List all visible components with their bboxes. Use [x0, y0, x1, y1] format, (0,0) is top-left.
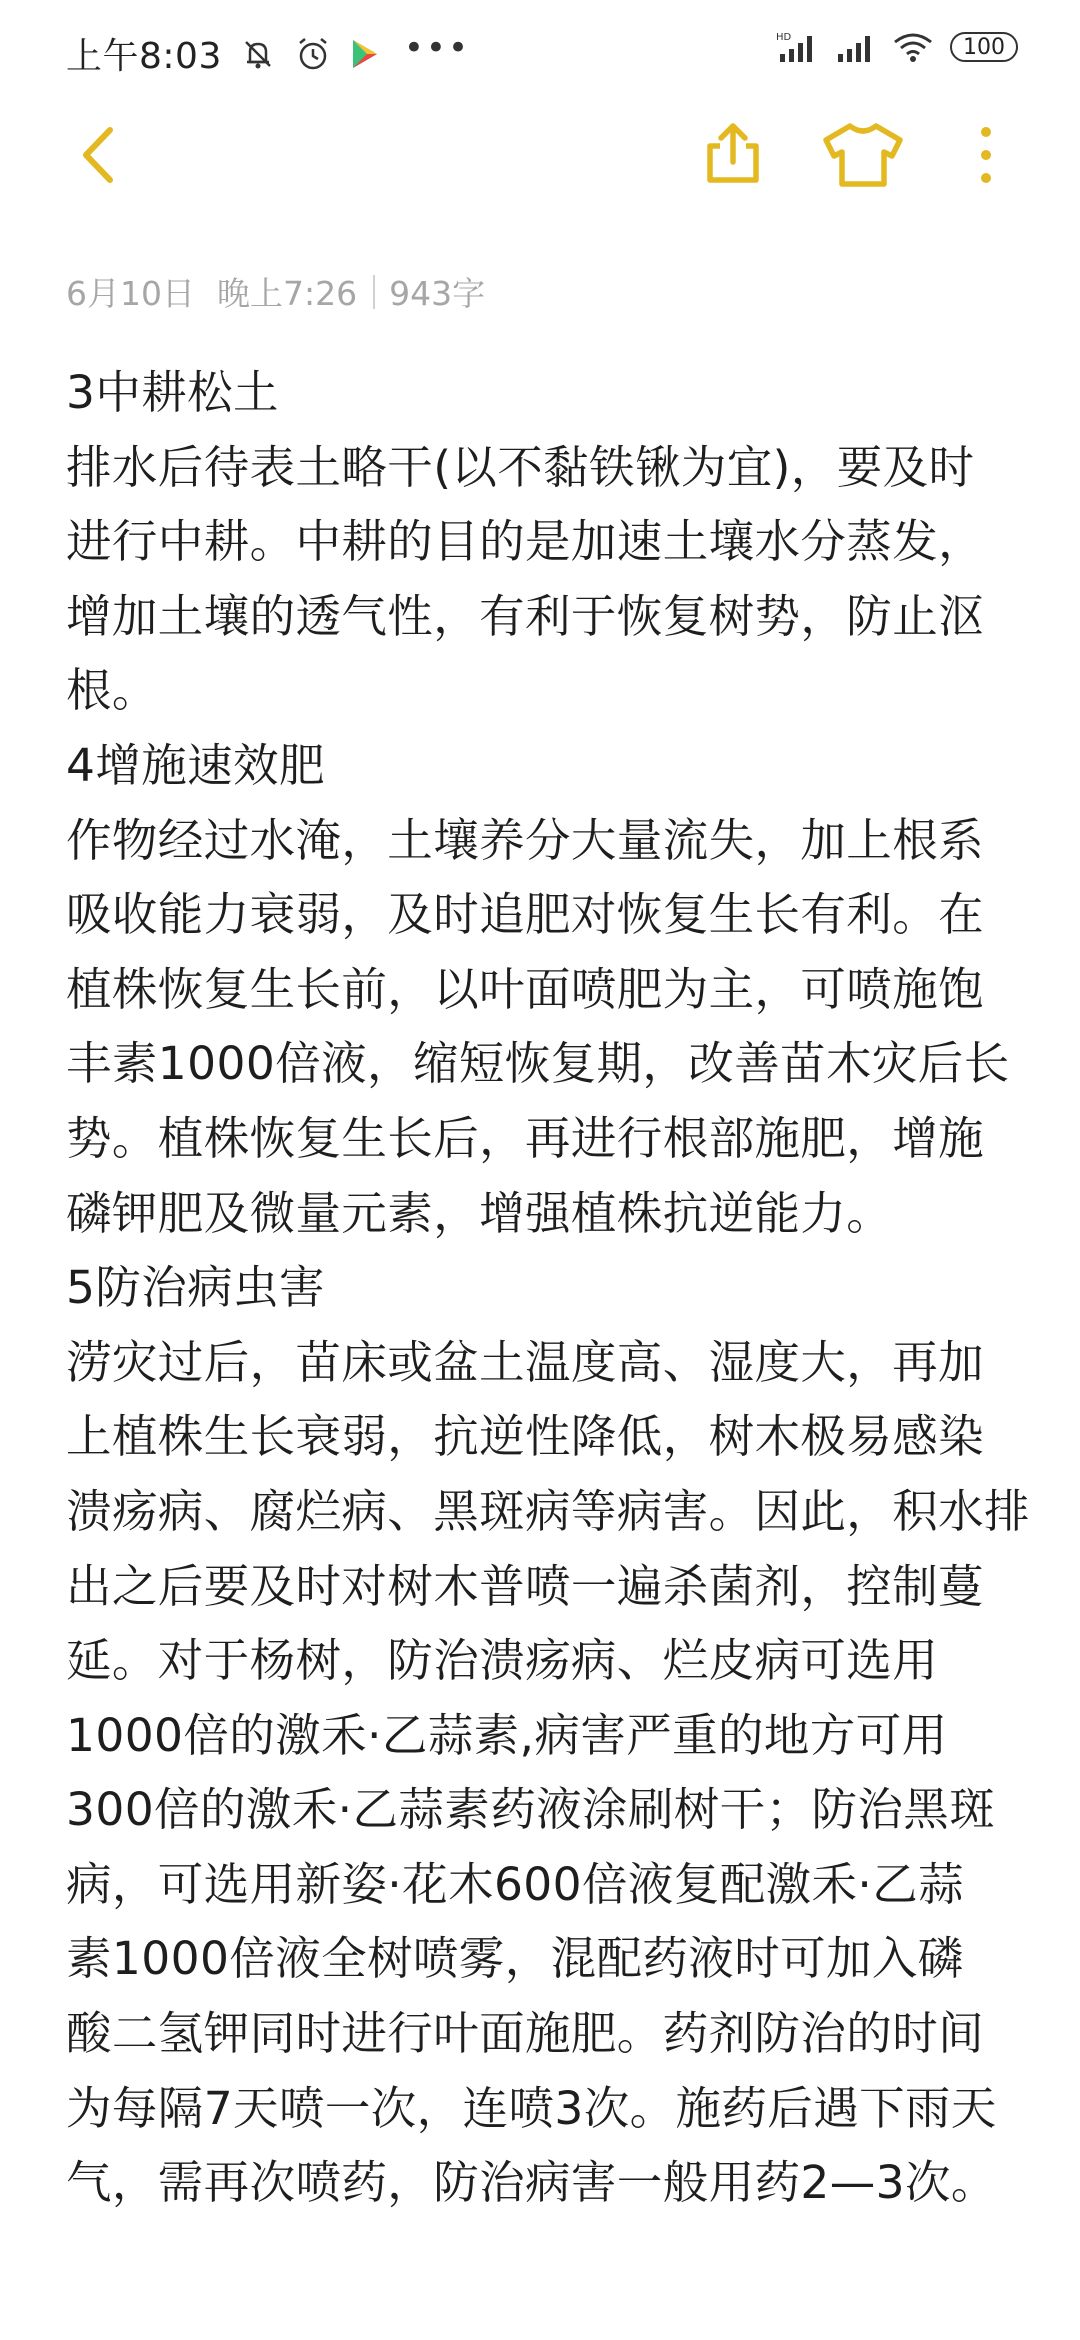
svg-text:HD: HD	[776, 32, 792, 43]
signal-icon	[836, 30, 876, 64]
status-right	[776, 30, 1018, 64]
note-line: 增加土壤的透气性，有利于恢复树势，防止沤	[66, 589, 985, 643]
note-line: 吸收能力衰弱，及时追肥对恢复生长有利。在	[66, 888, 985, 942]
note-line: 为每隔7天喷一次，连喷3次。施药后遇下雨天	[66, 2081, 997, 2135]
battery-indicator: 100	[950, 32, 1018, 62]
note-time: 晚上7:26	[217, 274, 358, 313]
note-date: 6月10日	[66, 274, 195, 313]
note-meta	[66, 268, 485, 315]
more-options-button[interactable]	[966, 120, 1006, 190]
note-line: 出之后要及时对树木普喷一遍杀菌剂，控制蔓	[66, 1559, 985, 1613]
note-line: 排水后待表土略干(以不黏铁锹为宜)，要及时	[66, 440, 975, 494]
status-bar	[0, 0, 1080, 100]
more-notifications-icon: •••	[403, 27, 471, 68]
theme-button[interactable]	[820, 120, 906, 190]
note-line: 涝灾过后，苗床或盆土温度高、湿度大，再加	[66, 1335, 985, 1389]
chevron-left-icon	[70, 122, 130, 188]
note-line: 延。对于杨树，防治溃疡病、烂皮病可选用	[66, 1634, 939, 1688]
note-line: 根。	[66, 664, 158, 718]
status-left	[66, 28, 470, 79]
note-line: 磷钾肥及微量元素，增强植株抗逆能力。	[66, 1186, 893, 1240]
meta-divider	[373, 275, 375, 309]
note-line: 作物经过水淹，土壤养分大量流失，加上根系	[66, 813, 985, 867]
note-line: 气，需再次喷药，防治病害一般用药2—3次。	[66, 2156, 997, 2210]
note-line: 3中耕松土	[66, 366, 279, 419]
note-line: 上植株生长衰弱，抗逆性降低，树木极易感染	[66, 1410, 985, 1464]
note-line: 植株恢复生长前，以叶面喷肥为主，可喷施饱	[66, 962, 985, 1016]
note-char-count: 943字	[389, 274, 486, 313]
share-icon	[698, 118, 768, 188]
do-not-disturb-icon	[240, 36, 276, 72]
back-button[interactable]	[70, 122, 130, 188]
play-store-icon	[350, 38, 380, 70]
shirt-icon	[820, 120, 906, 190]
note-line: 5防治病虫害	[66, 1261, 325, 1315]
note-line: 丰素1000倍液，缩短恢复期，改善苗木灾后长	[66, 1037, 1010, 1091]
note-line: 4增施速效肥	[66, 738, 325, 792]
note-line: 1000倍的激禾·乙蒜素,病害严重的地方可用	[66, 1708, 948, 1762]
note-line: 病，可选用新姿·花木600倍液复配激禾·乙蒜	[66, 1857, 965, 1911]
more-vertical-icon	[966, 120, 1006, 190]
share-button[interactable]	[698, 118, 768, 188]
note-toolbar	[0, 100, 1080, 210]
note-line: 素1000倍液全树喷雾，混配药液时可加入磷	[66, 1932, 964, 1986]
note-line: 300倍的激禾·乙蒜素药液涂刷树干；防治黑斑	[66, 1783, 996, 1837]
wifi-icon	[892, 30, 934, 64]
note-line: 酸二氢钾同时进行叶面施肥。药剂防治的时间	[66, 2007, 985, 2061]
signal-hd-icon	[776, 30, 820, 64]
alarm-icon	[294, 35, 332, 73]
note-line: 溃疡病、腐烂病、黑斑病等病害。因此，积水排	[66, 1484, 1030, 1538]
note-line: 势。植株恢复生长后，再进行根部施肥，增施	[66, 1111, 985, 1165]
status-time: 上午8:03	[66, 36, 222, 77]
note-line: 进行中耕。中耕的目的是加速土壤水分蒸发，	[66, 515, 985, 569]
note-content[interactable]	[66, 356, 1030, 2221]
